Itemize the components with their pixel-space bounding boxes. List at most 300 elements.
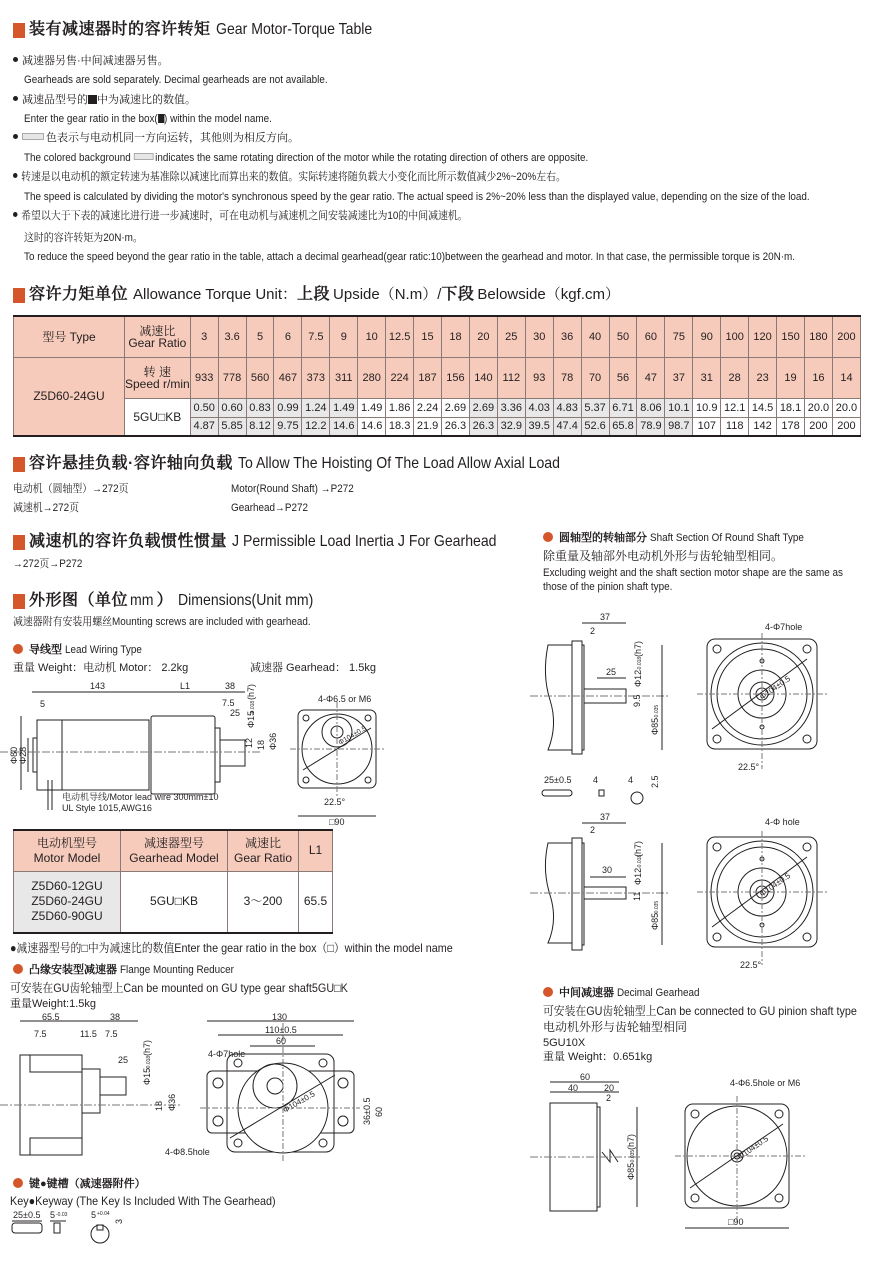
dim-phi36: Φ36	[268, 732, 278, 750]
ratio-cell: 200	[832, 316, 860, 357]
title-en: To Allow The Hoisting Of The Load Allow Axial Load	[237, 455, 560, 472]
model-table-row	[14, 871, 333, 933]
torque-kgfcm-cell: 4.87	[190, 417, 218, 436]
header-cn: 减速器型号	[143, 835, 204, 850]
torque-kgfcm-cell: 39.5	[525, 417, 553, 436]
load-ref-gearhead-cn: 减速机→272页	[13, 502, 80, 514]
dim-pcd: Φ104±0.5	[757, 871, 793, 899]
dim-pcd: Φ104±0.5	[337, 725, 368, 747]
torque-nm-cell: 1.49	[330, 398, 358, 417]
torque-nm-cell: 0.83	[246, 398, 274, 417]
speed-cell: 311	[330, 357, 358, 398]
dim-angle: 22.5°	[740, 960, 762, 970]
torque-nm-cell: 4.03	[525, 398, 553, 417]
lead-weight-gearhead: 减速器 Gearhead： 1.5kg	[250, 662, 376, 674]
dim-18: 18	[256, 739, 266, 750]
section-marker-icon	[13, 594, 25, 609]
dim-pcd: Φ104±0.5	[735, 1134, 771, 1162]
torque-kgfcm-cell: 9.75	[274, 417, 302, 436]
torque-nm-cell: 18.1	[777, 398, 805, 417]
note-text: 减速品型号的	[22, 94, 88, 106]
dim-65-5: 65.5	[42, 1013, 60, 1022]
dim-sq90: □90	[728, 1217, 744, 1227]
speed-cell: 23	[749, 357, 777, 398]
flange-shaft	[100, 1077, 126, 1095]
note-2-en	[24, 112, 272, 126]
dim-30: 30	[602, 865, 613, 875]
dim-12: 12	[244, 737, 254, 748]
motor-model: Z5D60-90GU	[31, 909, 103, 924]
gearhead-body	[151, 716, 215, 794]
title-cn: 下段	[441, 286, 475, 303]
torque-kgfcm-cell: 142	[749, 417, 777, 436]
dim-sq90: □90	[329, 817, 345, 825]
torque-nm-cell: 0.50	[190, 398, 218, 417]
speed-cell: 31	[693, 357, 721, 398]
header-en: Gearhead Model	[129, 850, 219, 865]
torque-nm-cell: 2.24	[414, 398, 442, 417]
dim-7-5b: 7.5	[105, 1029, 118, 1039]
title-cn: 装有减速器时的容许转矩	[29, 21, 211, 38]
flange-drawing	[0, 1013, 400, 1163]
title-cn: 容许力矩单位	[29, 286, 129, 303]
title-en: Shaft Section Of Round Shaft Type	[650, 532, 804, 544]
title-cn: 上段	[297, 286, 331, 303]
filled-box-icon	[88, 95, 97, 104]
torque-kgfcm-cell: 21.9	[414, 417, 442, 436]
decimal-model: 5GU10X	[543, 1037, 586, 1049]
dim-phi12: Φ12	[633, 669, 643, 687]
dim-pcd: Φ104±0.5	[281, 1089, 317, 1115]
torque-kgfcm-cell: 12.2	[302, 417, 330, 436]
title-en: Belowside（kgf.cm）	[477, 286, 620, 303]
ratio-cell: 3.6	[218, 316, 246, 357]
dim-tol12: -0.018	[637, 854, 643, 869]
title-cn: 外形图（单位	[29, 592, 129, 609]
dim-key-tol: -0.03	[56, 1212, 68, 1218]
dim-2: 2	[590, 626, 596, 636]
note-text: indicates the same rotating direction of the motor while the rotating direction of others are opposite.	[155, 152, 589, 164]
model-note: ●减速器型号的□中为减速比的数值Enter the gear ratio in the box（□）within the model name	[10, 941, 453, 955]
inertia-ref: →272页→P272	[13, 558, 83, 570]
dim-hole: 4-Φ6.5hole or M6	[730, 1078, 801, 1088]
torque-kgfcm-cell: 178	[777, 417, 805, 436]
key-subtitle: Key●Keyway (The Key Is Included With The Gearhead)	[10, 1194, 276, 1208]
torque-nm-cell: 12.1	[721, 398, 749, 417]
note-text: Enter the gear ratio in the box(	[24, 113, 158, 125]
dim-143: 143	[90, 681, 106, 691]
note-1-en: Gearheads are sold separately. Decimal gearheads are not available.	[24, 74, 328, 86]
speed-cell: 156	[442, 357, 470, 398]
dim-phi15: Φ15	[142, 1067, 152, 1085]
dim-keyway-depth: 3	[114, 1218, 124, 1224]
ratio-cell: 100	[721, 316, 749, 357]
key-title	[13, 1177, 146, 1191]
torque-kgfcm-cell: 98.7	[665, 417, 693, 436]
ratio-cell: 15	[414, 316, 442, 357]
dim-hole85: 4-Φ8.5hole	[165, 1147, 210, 1157]
speed-header	[125, 357, 191, 398]
torque-kgfcm-cell: 78.9	[637, 417, 665, 436]
speed-cell: 28	[721, 357, 749, 398]
dim-h7: (h7)	[626, 1133, 636, 1150]
dim-7-5: 7.5	[222, 698, 235, 708]
speed-cell: 70	[581, 357, 609, 398]
flange-weight	[10, 997, 96, 1011]
bullet-icon	[13, 1178, 23, 1188]
screws-note: 减速器附有安装用螺丝Mounting screws are included with gearhead.	[13, 616, 311, 628]
dim-11-5: 11.5	[80, 1029, 97, 1039]
section-title-allowance	[13, 285, 620, 305]
ratio-cell: 90	[693, 316, 721, 357]
torque-nm-cell: 2.69	[442, 398, 470, 417]
dim-key-w: 4	[593, 775, 599, 785]
ratio-cell: 150	[777, 316, 805, 357]
title-cn: 键●键槽（减速器附件）	[29, 1178, 146, 1190]
ratio-cell: 3	[190, 316, 218, 357]
dim-25: 25	[230, 708, 241, 718]
ratio-cell: 9	[330, 316, 358, 357]
dim-5: 5	[40, 699, 46, 709]
title-cn: 导线型	[29, 644, 62, 656]
dim-37: 37	[600, 812, 611, 822]
dim-40: 40	[568, 1083, 579, 1093]
note-text: 希望以大于下表的减速比进行进一步减速时，可在电动机与减速机之间安装减速比为10的中间减速机。	[21, 210, 468, 222]
torque-nm-cell: 1.24	[302, 398, 330, 417]
speed-cell: 112	[497, 357, 525, 398]
motor-body	[37, 720, 149, 790]
ratio-cell: 50	[609, 316, 637, 357]
torque-kgfcm-cell: 14.6	[358, 417, 386, 436]
ratio-cell: 18	[442, 316, 470, 357]
title-cn: 减速机的容许负载惯性惯量	[29, 533, 228, 550]
dim-110: 110±0.5	[265, 1025, 297, 1035]
torque-nm-cell: 8.06	[637, 398, 665, 417]
torque-nm-cell: 0.99	[274, 398, 302, 417]
header-en: Gear Ratio	[233, 850, 293, 865]
dim-7-5a: 7.5	[34, 1029, 47, 1039]
round-shaft-en2: those of the pinion shaft type.	[543, 581, 673, 593]
ratio-cell: 60	[637, 316, 665, 357]
speed-cell: 467	[274, 357, 302, 398]
torque-kgfcm-cell: 26.3	[469, 417, 497, 436]
torque-kgfcm-cell: 14.6	[330, 417, 358, 436]
speed-cell: 140	[469, 357, 497, 398]
lead-weight-motor: 重量 Weight：电动机 Motor： 2.2kg	[13, 662, 189, 674]
dim-2-5: 2.5	[650, 775, 660, 788]
ratio-cell: 20	[469, 316, 497, 357]
torque-kgfcm-cell: 65.8	[609, 417, 637, 436]
torque-nm-cell: 3.36	[497, 398, 525, 417]
speed-cell: 37	[665, 357, 693, 398]
key-drawing	[0, 1210, 140, 1250]
dim-60v: 60	[374, 1106, 384, 1117]
section-title-dimensions	[13, 591, 332, 611]
bullet-icon	[13, 644, 23, 654]
speed-row	[14, 357, 861, 398]
title-cn: 容许悬挂负载·容许轴向负载	[29, 455, 233, 472]
l1-cell: 65.5	[299, 871, 333, 933]
dim-60: 60	[580, 1072, 591, 1082]
key-shape	[12, 1223, 42, 1233]
torque-kgfcm-cell: 26.3	[442, 417, 470, 436]
torque-kgfcm-cell: 52.6	[581, 417, 609, 436]
wire-note: 电动机导线/Motor lead wire 300mm±10	[62, 792, 219, 802]
header-motor-model	[14, 830, 121, 871]
dim-hole7: 4-Φ7hole	[208, 1049, 246, 1059]
motor-model: Z5D60-24GU	[31, 894, 103, 909]
bullet-icon	[543, 532, 553, 542]
shaft	[220, 740, 245, 766]
header-l1: L1	[299, 830, 333, 871]
torque-kgfcm-cell: 118	[721, 417, 749, 436]
color-swatch-icon	[134, 153, 154, 160]
torque-kgfcm-cell: 47.4	[553, 417, 581, 436]
section-title-inertia	[13, 532, 533, 552]
section-marker-icon	[13, 457, 25, 472]
title-en: Flange Mounting Reducer	[120, 964, 234, 976]
dim-36: 36±0.5	[362, 1097, 372, 1125]
speed-cell: 16	[804, 357, 832, 398]
torque-kgfcm-cell: 18.3	[386, 417, 414, 436]
title-cn: 圆轴型的转轴部分	[559, 532, 647, 544]
keyway-circle	[91, 1225, 109, 1243]
bullet-icon	[13, 964, 23, 974]
ratio-cell: 30	[525, 316, 553, 357]
dim-tol: -0.018	[250, 700, 256, 715]
ratio-row	[14, 316, 861, 357]
ratio-cell: 7.5	[302, 316, 330, 357]
torque-nm-cell: 20.0	[804, 398, 832, 417]
ratio-cell: 25	[497, 316, 525, 357]
title-en: Allowance Torque Unit：	[133, 286, 297, 303]
note-text: 减速器另售·中间减速器另售。	[22, 55, 169, 67]
torque-nm-cell: 1.49	[358, 398, 386, 417]
speed-header-en: Speed r/min	[125, 376, 190, 391]
dim-9-5: 9.5	[632, 694, 642, 707]
dim-angle: 22.5°	[738, 762, 760, 772]
header-gearhead-model	[121, 830, 228, 871]
note-2-cn	[13, 93, 196, 107]
dim-hole: 4-Φ7hole	[765, 622, 803, 632]
decimal-weight: 重量 Weight：0.651kg	[543, 1051, 653, 1063]
decimal-line2: 电动机外形与齿轮轴型相同	[543, 1020, 688, 1034]
weight-cn: 重量	[10, 998, 32, 1010]
dim-h7: (h7)	[633, 840, 643, 857]
speed-cell: 78	[553, 357, 581, 398]
note-text: The colored background	[24, 152, 131, 164]
torque-nm-cell: 6.71	[609, 398, 637, 417]
load-ref-motor-cn: 电动机（圆轴型）→272页	[13, 483, 129, 495]
speed-cell: 187	[414, 357, 442, 398]
title-en: Gear Motor-Torque Table	[215, 21, 372, 38]
section-title-torque	[13, 20, 393, 40]
key-section	[54, 1223, 60, 1233]
title-en: Dimensions(Unit mm)	[178, 592, 314, 609]
dim-tol: -0.035	[630, 1149, 636, 1164]
ratio-cell: 6	[274, 316, 302, 357]
note-5-cn	[13, 209, 468, 223]
torque-nm-cell: 2.69	[469, 398, 497, 417]
dim-tol12: -0.018	[637, 656, 643, 671]
dim-l1: L1	[180, 681, 191, 691]
speed-cell: 560	[246, 357, 274, 398]
note-4-cn	[13, 170, 566, 184]
header-cn: 减速比	[244, 835, 281, 850]
dim-11: 11	[632, 891, 642, 901]
note-3-cn	[13, 131, 299, 145]
dim-2: 2	[606, 1093, 612, 1103]
dim-38: 38	[110, 1013, 121, 1022]
title-mm: mm	[130, 592, 154, 609]
dim-2: 2	[590, 825, 596, 835]
dim-keyway-tol: +0.04	[97, 1211, 110, 1217]
speed-cell: 778	[218, 357, 246, 398]
dim-angle: 22.5°	[324, 797, 346, 807]
section-marker-icon	[13, 23, 25, 38]
lead-wiring-drawing	[0, 680, 400, 825]
dim-tol85: -0.035	[654, 704, 660, 719]
speed-cell: 373	[302, 357, 330, 398]
torque-nm-row	[14, 398, 861, 417]
load-ref-gearhead-en: Gearhead→P272	[231, 502, 309, 514]
decimal-drawing	[530, 1070, 880, 1235]
color-swatch-icon	[22, 133, 44, 140]
dim-phi12: Φ12	[633, 867, 643, 885]
load-ref-motor-en: Motor(Round Shaft) →P272	[231, 483, 354, 495]
dim-h7: (h7)	[633, 640, 643, 657]
torque-kgfcm-cell: 32.9	[497, 417, 525, 436]
ratio-header-en: Gear Ratio	[128, 335, 187, 350]
note-4-en: The speed is calculated by dividing the motor's synchronous speed by the gear ratio. The actual speed is 2%~20% less than the displayed value, depending on the size of the load.	[24, 191, 810, 203]
gearhead-cell: 5GU□KB	[125, 398, 191, 436]
header-en: Motor Model	[33, 850, 101, 865]
dim-tol85: -0.035	[654, 900, 660, 915]
torque-nm-cell: 4.83	[553, 398, 581, 417]
round-shaft-drawing-2	[530, 805, 880, 975]
header-cn: 电动机型号	[36, 835, 97, 850]
decimal-title	[543, 986, 709, 1000]
speed-cell: 47	[637, 357, 665, 398]
note-text: 中为减速比的数值。	[97, 94, 196, 106]
ratio-cell: 12.5	[386, 316, 414, 357]
model-cell: Z5D60-24GU	[14, 357, 125, 436]
flange-line1: 可安装在GU齿轮轴型上Can be mounted on GU type gear shaft5GU□K	[10, 981, 348, 995]
model-table-header	[14, 830, 333, 871]
model-table	[13, 829, 333, 934]
torque-nm-cell: 1.86	[386, 398, 414, 417]
torque-kgfcm-cell: 8.12	[246, 417, 274, 436]
dim-h7: (h7)	[246, 683, 256, 700]
title-cn: 凸缘安装型减速器	[29, 964, 117, 976]
speed-cell: 14	[832, 357, 860, 398]
dim-phi85: Φ85	[650, 717, 660, 735]
header-gear-ratio	[228, 830, 299, 871]
dim-phi15: Φ15	[246, 710, 256, 728]
flange-title	[13, 963, 247, 977]
motor-model: Z5D60-12GU	[31, 879, 103, 894]
torque-nm-cell: 20.0	[832, 398, 860, 417]
dim-pcd: Φ104±0.5	[757, 674, 793, 702]
wire-note-2: UL Style 1015,AWG16	[62, 803, 152, 813]
bullet-icon	[543, 987, 553, 997]
decimal-line1: 可安装在GU齿轮轴型上Can be connected to GU pinion shaft type	[543, 1004, 857, 1018]
section-marker-icon	[13, 535, 25, 550]
torque-nm-cell: 0.60	[218, 398, 246, 417]
title-en: Lead Wiring Type	[65, 644, 142, 656]
ratio-cell: 36	[553, 316, 581, 357]
round-shaft-cn: 除重量及轴部外电动机外形与齿轮轴型相同。	[543, 549, 784, 563]
torque-nm-cell: 5.37	[581, 398, 609, 417]
gear-ratio-cell: 3～200	[228, 871, 299, 933]
torque-nm-cell: 10.1	[665, 398, 693, 417]
speed-cell: 56	[609, 357, 637, 398]
speed-cell: 933	[190, 357, 218, 398]
dim-key-len: 25±0.5	[13, 1210, 41, 1220]
dim-37: 37	[600, 612, 611, 622]
dim-tol: -0.018	[146, 1055, 152, 1070]
round-shaft-title	[543, 531, 821, 545]
torque-nm-cell: 10.9	[693, 398, 721, 417]
note-text: 转速是以电动机的额定转速为基准除以减速比而算出来的数值。实际转速将随负载大小变化而比所示数值减少2%~20%左右。	[21, 171, 566, 183]
ratio-cell: 180	[804, 316, 832, 357]
torque-kgfcm-cell: 200	[832, 417, 860, 436]
title-cn: ）	[156, 592, 174, 609]
ratio-cell: 75	[665, 316, 693, 357]
ratio-header	[125, 316, 191, 357]
torque-kgfcm-cell: 200	[804, 417, 832, 436]
dim-18: 18	[154, 1100, 164, 1111]
speed-cell: 224	[386, 357, 414, 398]
dim-key-w: 5	[50, 1210, 56, 1220]
note-5-cn2: 这时的容许转矩为20N·m。	[24, 232, 143, 244]
speed-cell: 19	[777, 357, 805, 398]
title-en: Upside（N.m）/	[333, 286, 442, 303]
ratio-cell: 10	[358, 316, 386, 357]
note-5-en: To reduce the speed beyond the gear ratio in the table, attach a decimal gearhead(gear ratic:10)between the gearhead and motor. In that case, the permissible torque is 20N·m.	[24, 251, 796, 263]
title-cn: 中间减速器	[559, 987, 614, 999]
note-text: ) within the model name.	[164, 113, 272, 125]
dim-h7: (h7)	[142, 1039, 152, 1056]
dim-phi28: Φ28	[18, 746, 28, 764]
speed-header-cn: 转 速	[143, 364, 172, 379]
dim-phi85: Φ85	[650, 912, 660, 930]
speed-cell: 280	[358, 357, 386, 398]
gearhead-model-cell: 5GU□KB	[121, 871, 228, 933]
ratio-header-cn: 减速比	[139, 323, 176, 338]
dim-25: 25	[606, 667, 617, 677]
dim-130: 130	[272, 1013, 288, 1022]
note-1-cn	[13, 54, 169, 68]
torque-nm-cell: 14.5	[749, 398, 777, 417]
dim-keyway-w: 4	[628, 775, 634, 785]
title-en: J Permissible Load Inertia J For Gearhead	[232, 533, 497, 550]
section-marker-icon	[13, 288, 25, 303]
note-text: 色表示与电动机同一方向运转，其他则为相反方向。	[46, 132, 299, 144]
weight-en: Weight:1.5kg	[32, 998, 97, 1010]
dim-phi36: Φ36	[167, 1093, 177, 1111]
dim-38: 38	[225, 681, 236, 691]
torque-kgfcm-cell: 107	[693, 417, 721, 436]
round-shaft-en1: Excluding weight and the shaft section motor shape are the same as	[543, 567, 843, 579]
dim-keyway-w: 5	[91, 1210, 97, 1220]
note-3-en	[24, 151, 588, 165]
dim-hole: 4-Φ6.5 or M6	[318, 694, 372, 704]
lead-wiring-title	[13, 643, 150, 657]
motor-body-partial	[545, 645, 572, 750]
ratio-cell: 120	[749, 316, 777, 357]
dim-20: 20	[604, 1083, 615, 1093]
